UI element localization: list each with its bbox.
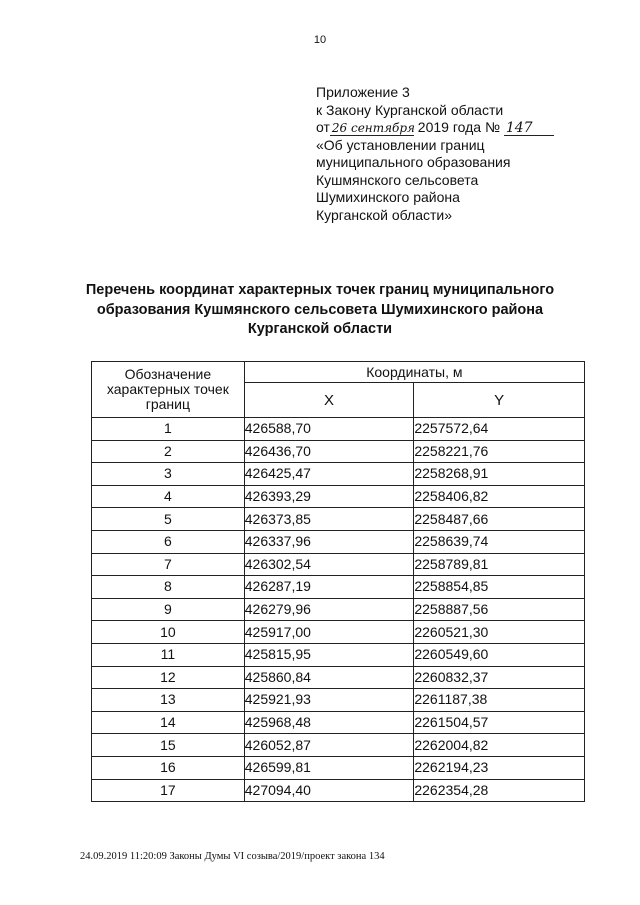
- appendix-date-line: [316, 119, 616, 137]
- point-id-cell: 6: [92, 530, 245, 553]
- point-id-cell: 12: [92, 666, 245, 689]
- point-id-cell: 13: [92, 689, 245, 712]
- document-title: [60, 281, 580, 340]
- point-id-cell: 3: [92, 463, 245, 486]
- table-row: [92, 508, 585, 531]
- table-row: [92, 440, 585, 463]
- table-row: [92, 485, 585, 508]
- coordinates-table: [91, 361, 585, 802]
- x-coordinate-cell: 425968,48: [244, 711, 414, 734]
- table-row: [92, 463, 585, 486]
- table-row: [92, 576, 585, 599]
- y-coordinate-cell: 2261504,57: [414, 711, 585, 734]
- point-id-cell: 11: [92, 643, 245, 666]
- appendix-law-title-5: Курганской области»: [316, 206, 453, 223]
- appendix-law-title-1: «Об установлении границ: [316, 136, 485, 153]
- point-id-cell: 15: [92, 734, 245, 757]
- y-coordinate-cell: 2262004,82: [414, 734, 585, 757]
- point-id-cell: 14: [92, 711, 245, 734]
- table-row: [92, 530, 585, 553]
- x-coordinate-cell: 426599,81: [244, 756, 414, 779]
- y-coordinate-cell: 2258887,56: [414, 598, 585, 621]
- point-id-cell: 7: [92, 553, 245, 576]
- table-row: [92, 734, 585, 757]
- x-coordinate-cell: 426302,54: [244, 553, 414, 576]
- x-coordinate-cell: 425921,93: [244, 689, 414, 712]
- point-id-cell: 8: [92, 576, 245, 599]
- table-row: [92, 598, 585, 621]
- page-number: 10: [313, 34, 327, 46]
- appendix-law-reference: к Закону Курганской области: [316, 101, 504, 118]
- y-coordinate-cell: 2260832,37: [414, 666, 585, 689]
- x-coordinate-cell: 426287,19: [244, 576, 414, 599]
- y-coordinate-cell: 2258639,74: [414, 530, 585, 553]
- point-id-cell: 2: [92, 440, 245, 463]
- point-id-cell: 16: [92, 756, 245, 779]
- table-row: [92, 779, 585, 802]
- table-row: [92, 756, 585, 779]
- x-coordinate-cell: 427094,40: [244, 779, 414, 802]
- x-coordinate-cell: 426588,70: [244, 418, 414, 441]
- title-line-1: Перечень координат характерных точек границ муниципального: [85, 282, 555, 298]
- appendix-block: [316, 84, 616, 224]
- appendix-year-text: 2019 года №: [417, 119, 500, 135]
- y-coordinate-cell: 2258406,82: [414, 485, 585, 508]
- y-coordinate-cell: 2258789,81: [414, 553, 585, 576]
- appendix-law-title-2: муниципального образования: [316, 154, 511, 170]
- point-id-cell: 17: [92, 779, 245, 802]
- x-coordinate-cell: 426373,85: [244, 508, 414, 531]
- y-coordinate-cell: 2258487,66: [414, 508, 585, 531]
- y-coordinate-cell: 2262354,28: [414, 779, 585, 802]
- table-row: [92, 689, 585, 712]
- table-row: [92, 553, 585, 576]
- handwritten-date: 26 сентября: [331, 121, 415, 135]
- y-coordinate-cell: 2258854,85: [414, 576, 585, 599]
- point-id-cell: 10: [92, 621, 245, 644]
- point-id-cell: 1: [92, 418, 245, 441]
- footer-path: 24.09.2019 11:20:09 Законы Думы VI созыва/2019/проект закона 134: [80, 851, 385, 862]
- table-body: [92, 418, 585, 802]
- appendix-law-title-4: Шумихинского района: [316, 189, 460, 205]
- appendix-law-title-3: Кушмянского сельсовета: [316, 171, 479, 188]
- coordinates-header: Координаты, м: [244, 362, 584, 383]
- table-row: [92, 418, 585, 441]
- point-id-cell: 4: [92, 485, 245, 508]
- table-header-row: [92, 362, 585, 383]
- appendix-title: Приложение 3: [316, 84, 410, 100]
- table-row: [92, 666, 585, 689]
- y-coordinate-cell: 2257572,64: [414, 418, 585, 441]
- title-line-3: Курганской области: [247, 321, 393, 337]
- x-coordinate-cell: 426425,47: [244, 463, 414, 486]
- y-coordinate-cell: 2261187,38: [414, 689, 585, 712]
- table-row: [92, 711, 585, 734]
- y-coordinate-cell: 2262194,23: [414, 756, 585, 779]
- point-id-cell: 5: [92, 508, 245, 531]
- x-coordinate-cell: 426052,87: [244, 734, 414, 757]
- x-coordinate-cell: 426436,70: [244, 440, 414, 463]
- x-coordinate-cell: 426393,29: [244, 485, 414, 508]
- x-header: X: [244, 383, 414, 418]
- y-header: Y: [414, 383, 585, 418]
- x-coordinate-cell: 425815,95: [244, 643, 414, 666]
- y-coordinate-cell: 2258221,76: [414, 440, 585, 463]
- x-coordinate-cell: 425860,84: [244, 666, 414, 689]
- point-label-header: Обозначение характерных точек границ: [92, 362, 245, 418]
- appendix-from-prefix: от: [316, 119, 330, 135]
- table-row: [92, 643, 585, 666]
- table-row: [92, 621, 585, 644]
- y-coordinate-cell: 2260521,30: [414, 621, 585, 644]
- y-coordinate-cell: 2258268,91: [414, 463, 585, 486]
- handwritten-law-number: 147: [504, 122, 554, 136]
- title-line-2: образования Кушмянского сельсовета Шумихинского района: [96, 301, 544, 318]
- y-coordinate-cell: 2260549,60: [414, 643, 585, 666]
- x-coordinate-cell: 426279,96: [244, 598, 414, 621]
- x-coordinate-cell: 426337,96: [244, 530, 414, 553]
- point-id-cell: 9: [92, 598, 245, 621]
- x-coordinate-cell: 425917,00: [244, 621, 414, 644]
